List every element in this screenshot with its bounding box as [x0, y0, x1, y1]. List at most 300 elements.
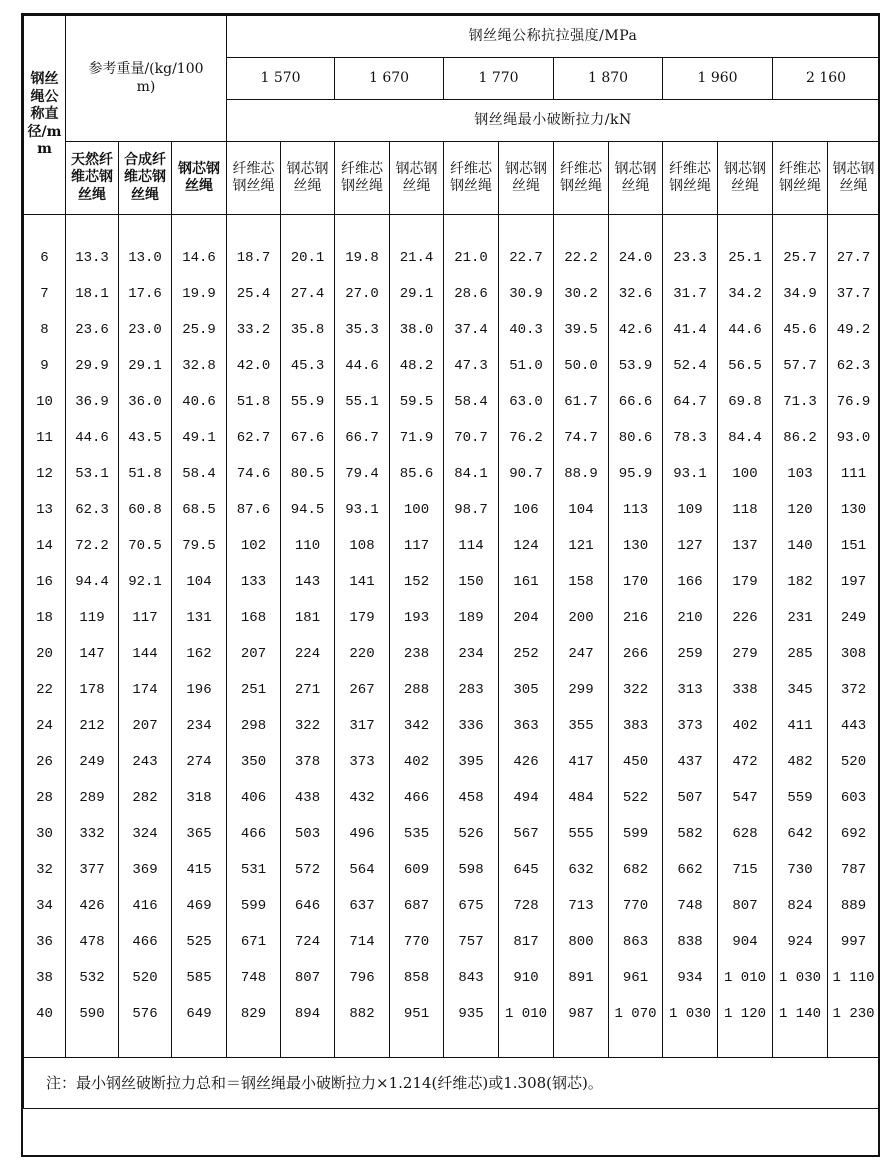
value-cell: 35.8: [281, 313, 335, 349]
value-cell: 22.2: [554, 241, 609, 277]
value-cell: 416: [119, 889, 172, 925]
value-cell: 193: [390, 601, 444, 637]
value-cell: 426: [499, 745, 554, 781]
spacer-cell: [773, 1033, 828, 1058]
table-row: [24, 673, 880, 709]
value-cell: 62.7: [227, 421, 281, 457]
value-cell: 283: [444, 673, 499, 709]
value-cell: 249: [828, 601, 880, 637]
value-cell: 567: [499, 817, 554, 853]
value-cell: 52.4: [663, 349, 718, 385]
value-cell: 458: [444, 781, 499, 817]
table-row: [24, 313, 880, 349]
value-cell: 662: [663, 853, 718, 889]
value-cell: 94.4: [66, 565, 119, 601]
value-cell: 961: [609, 961, 663, 997]
spacer-cell: [119, 1033, 172, 1058]
spacer-cell: [499, 1033, 554, 1058]
value-cell: 632: [554, 853, 609, 889]
value-cell: 305: [499, 673, 554, 709]
value-cell: 308: [828, 637, 880, 673]
diameter-cell: 30: [24, 817, 66, 853]
spacer-cell: [609, 1033, 663, 1058]
value-cell: 103: [773, 457, 828, 493]
value-cell: 72.2: [66, 529, 119, 565]
spacer-cell: [24, 215, 66, 242]
value-cell: 951: [390, 997, 444, 1033]
value-cell: 1 010: [718, 961, 773, 997]
table-row: [24, 565, 880, 601]
value-cell: 36.0: [119, 385, 172, 421]
value-cell: 383: [609, 709, 663, 745]
value-cell: 345: [773, 673, 828, 709]
value-cell: 646: [281, 889, 335, 925]
value-cell: 207: [227, 637, 281, 673]
value-cell: 829: [227, 997, 281, 1033]
header-strength-1: 1 670: [335, 58, 444, 100]
value-cell: 37.4: [444, 313, 499, 349]
value-cell: 234: [172, 709, 227, 745]
value-cell: 904: [718, 925, 773, 961]
value-cell: 181: [281, 601, 335, 637]
value-cell: 19.8: [335, 241, 390, 277]
spacer-cell: [281, 215, 335, 242]
value-cell: 469: [172, 889, 227, 925]
diameter-cell: 38: [24, 961, 66, 997]
value-cell: 891: [554, 961, 609, 997]
table-row: [24, 349, 880, 385]
value-cell: 525: [172, 925, 227, 961]
value-cell: 924: [773, 925, 828, 961]
value-cell: 317: [335, 709, 390, 745]
value-cell: 369: [119, 853, 172, 889]
value-cell: 20.1: [281, 241, 335, 277]
value-cell: 69.8: [718, 385, 773, 421]
value-cell: 466: [390, 781, 444, 817]
value-cell: 30.2: [554, 277, 609, 313]
value-cell: 200: [554, 601, 609, 637]
value-cell: 210: [663, 601, 718, 637]
value-cell: 378: [281, 745, 335, 781]
header-strength-2: 1 770: [444, 58, 554, 100]
value-cell: 27.7: [828, 241, 880, 277]
spacer-cell: [554, 215, 609, 242]
value-cell: 807: [718, 889, 773, 925]
value-cell: 249: [66, 745, 119, 781]
header-breaking-sub-2-0: 纤维芯钢丝绳: [444, 142, 499, 215]
diameter-cell: 34: [24, 889, 66, 925]
value-cell: 843: [444, 961, 499, 997]
value-cell: 92.1: [119, 565, 172, 601]
diameter-cell: 8: [24, 313, 66, 349]
value-cell: 934: [663, 961, 718, 997]
value-cell: 36.9: [66, 385, 119, 421]
value-cell: 34.2: [718, 277, 773, 313]
value-cell: 197: [828, 565, 880, 601]
value-cell: 482: [773, 745, 828, 781]
value-cell: 25.4: [227, 277, 281, 313]
value-cell: 1 110: [828, 961, 880, 997]
value-cell: 1 070: [609, 997, 663, 1033]
value-cell: 120: [773, 493, 828, 529]
value-cell: 443: [828, 709, 880, 745]
value-cell: 572: [281, 853, 335, 889]
value-cell: 93.0: [828, 421, 880, 457]
value-cell: 44.6: [718, 313, 773, 349]
value-cell: 402: [390, 745, 444, 781]
diameter-cell: 36: [24, 925, 66, 961]
value-cell: 322: [609, 673, 663, 709]
value-cell: 151: [828, 529, 880, 565]
value-cell: 599: [609, 817, 663, 853]
value-cell: 42.6: [609, 313, 663, 349]
value-cell: 18.1: [66, 277, 119, 313]
value-cell: 728: [499, 889, 554, 925]
header-breaking-sub-3-1: 钢芯钢丝绳: [609, 142, 663, 215]
value-cell: 150: [444, 565, 499, 601]
value-cell: 417: [554, 745, 609, 781]
value-cell: 770: [609, 889, 663, 925]
header-breaking-sub-0-1: 钢芯钢丝绳: [281, 142, 335, 215]
value-cell: 609: [390, 853, 444, 889]
spacer-cell: [390, 1033, 444, 1058]
value-cell: 66.6: [609, 385, 663, 421]
value-cell: 37.7: [828, 277, 880, 313]
value-cell: 787: [828, 853, 880, 889]
value-cell: 637: [335, 889, 390, 925]
value-cell: 59.5: [390, 385, 444, 421]
value-cell: 113: [609, 493, 663, 529]
value-cell: 44.6: [335, 349, 390, 385]
value-cell: 724: [281, 925, 335, 961]
value-cell: 350: [227, 745, 281, 781]
diameter-cell: 9: [24, 349, 66, 385]
value-cell: 147: [66, 637, 119, 673]
value-cell: 642: [773, 817, 828, 853]
value-cell: 25.7: [773, 241, 828, 277]
value-cell: 322: [281, 709, 335, 745]
value-cell: 71.3: [773, 385, 828, 421]
value-cell: 324: [119, 817, 172, 853]
value-cell: 432: [335, 781, 390, 817]
value-cell: 23.6: [66, 313, 119, 349]
value-cell: 29.1: [119, 349, 172, 385]
header-breaking-group: 钢丝绳最小破断拉力/kN: [227, 100, 880, 142]
diameter-cell: 22: [24, 673, 66, 709]
value-cell: 60.8: [119, 493, 172, 529]
value-cell: 288: [390, 673, 444, 709]
value-cell: 535: [390, 817, 444, 853]
table-row: [24, 385, 880, 421]
value-cell: 49.1: [172, 421, 227, 457]
value-cell: 363: [499, 709, 554, 745]
header-weight-group: 参考重量/(kg/100 m): [66, 16, 227, 142]
value-cell: 137: [718, 529, 773, 565]
value-cell: 863: [609, 925, 663, 961]
spacer-cell: [66, 1033, 119, 1058]
value-cell: 1 120: [718, 997, 773, 1033]
value-cell: 22.7: [499, 241, 554, 277]
value-cell: 53.9: [609, 349, 663, 385]
header-breaking-sub-0-0: 纤维芯钢丝绳: [227, 142, 281, 215]
value-cell: 807: [281, 961, 335, 997]
value-cell: 402: [718, 709, 773, 745]
spacer-cell: [554, 1033, 609, 1058]
value-cell: 532: [66, 961, 119, 997]
value-cell: 466: [119, 925, 172, 961]
value-cell: 259: [663, 637, 718, 673]
value-cell: 45.6: [773, 313, 828, 349]
value-cell: 48.2: [390, 349, 444, 385]
value-cell: 39.5: [554, 313, 609, 349]
diameter-cell: 24: [24, 709, 66, 745]
value-cell: 19.9: [172, 277, 227, 313]
header-breaking-sub-1-0: 纤维芯钢丝绳: [335, 142, 390, 215]
value-cell: 285: [773, 637, 828, 673]
spacer-cell: [718, 215, 773, 242]
value-cell: 80.6: [609, 421, 663, 457]
value-cell: 313: [663, 673, 718, 709]
value-cell: 675: [444, 889, 499, 925]
value-cell: 86.2: [773, 421, 828, 457]
value-cell: 41.4: [663, 313, 718, 349]
value-cell: 318: [172, 781, 227, 817]
value-cell: 131: [172, 601, 227, 637]
value-cell: 58.4: [444, 385, 499, 421]
value-cell: 111: [828, 457, 880, 493]
value-cell: 748: [227, 961, 281, 997]
value-cell: 21.4: [390, 241, 444, 277]
value-cell: 365: [172, 817, 227, 853]
value-cell: 576: [119, 997, 172, 1033]
value-cell: 800: [554, 925, 609, 961]
value-cell: 84.1: [444, 457, 499, 493]
value-cell: 179: [718, 565, 773, 601]
header-breaking-sub-4-0: 纤维芯钢丝绳: [663, 142, 718, 215]
value-cell: 109: [663, 493, 718, 529]
value-cell: 372: [828, 673, 880, 709]
value-cell: 207: [119, 709, 172, 745]
value-cell: 117: [390, 529, 444, 565]
table-row: [24, 781, 880, 817]
value-cell: 66.7: [335, 421, 390, 457]
header-weight-sub-0: 天然纤维芯钢丝绳: [66, 142, 119, 215]
value-cell: 251: [227, 673, 281, 709]
value-cell: 127: [663, 529, 718, 565]
spacer-cell: [663, 1033, 718, 1058]
value-cell: 882: [335, 997, 390, 1033]
value-cell: 649: [172, 997, 227, 1033]
value-cell: 67.6: [281, 421, 335, 457]
value-cell: 520: [828, 745, 880, 781]
header-strength-group: 钢丝绳公称抗拉强度/MPa: [227, 16, 880, 58]
value-cell: 85.6: [390, 457, 444, 493]
value-cell: 796: [335, 961, 390, 997]
header-strength-3: 1 870: [554, 58, 663, 100]
value-cell: 17.6: [119, 277, 172, 313]
header-breaking-sub-5-0: 纤维芯钢丝绳: [773, 142, 828, 215]
value-cell: 144: [119, 637, 172, 673]
diameter-cell: 11: [24, 421, 66, 457]
value-cell: 395: [444, 745, 499, 781]
value-cell: 13.3: [66, 241, 119, 277]
table-row: [24, 277, 880, 313]
value-cell: 62.3: [66, 493, 119, 529]
diameter-cell: 20: [24, 637, 66, 673]
value-cell: 102: [227, 529, 281, 565]
value-cell: 79.5: [172, 529, 227, 565]
header-strength-4: 1 960: [663, 58, 773, 100]
value-cell: 42.0: [227, 349, 281, 385]
value-cell: 13.0: [119, 241, 172, 277]
value-cell: 494: [499, 781, 554, 817]
spacer-cell: [828, 215, 880, 242]
diameter-cell: 16: [24, 565, 66, 601]
diameter-cell: 6: [24, 241, 66, 277]
value-cell: 373: [663, 709, 718, 745]
value-cell: 78.3: [663, 421, 718, 457]
value-cell: 33.2: [227, 313, 281, 349]
value-cell: 671: [227, 925, 281, 961]
value-cell: 997: [828, 925, 880, 961]
value-cell: 118: [718, 493, 773, 529]
value-cell: 1 010: [499, 997, 554, 1033]
value-cell: 70.7: [444, 421, 499, 457]
value-cell: 526: [444, 817, 499, 853]
value-cell: 38.0: [390, 313, 444, 349]
value-cell: 130: [609, 529, 663, 565]
value-cell: 466: [227, 817, 281, 853]
value-cell: 133: [227, 565, 281, 601]
value-cell: 889: [828, 889, 880, 925]
value-cell: 987: [554, 997, 609, 1033]
value-cell: 547: [718, 781, 773, 817]
value-cell: 748: [663, 889, 718, 925]
value-cell: 98.7: [444, 493, 499, 529]
value-cell: 894: [281, 997, 335, 1033]
value-cell: 196: [172, 673, 227, 709]
value-cell: 158: [554, 565, 609, 601]
table-body: [24, 215, 880, 1058]
value-cell: 282: [119, 781, 172, 817]
value-cell: 50.0: [554, 349, 609, 385]
value-cell: 74.7: [554, 421, 609, 457]
value-cell: 226: [718, 601, 773, 637]
spacer-cell: [663, 215, 718, 242]
value-cell: 520: [119, 961, 172, 997]
value-cell: 1 140: [773, 997, 828, 1033]
value-cell: 484: [554, 781, 609, 817]
value-cell: 114: [444, 529, 499, 565]
value-cell: 599: [227, 889, 281, 925]
value-cell: 355: [554, 709, 609, 745]
header-breaking-sub-3-0: 纤维芯钢丝绳: [554, 142, 609, 215]
value-cell: 503: [281, 817, 335, 853]
value-cell: 28.6: [444, 277, 499, 313]
spacer-cell: [828, 1033, 880, 1058]
value-cell: 266: [609, 637, 663, 673]
value-cell: 93.1: [663, 457, 718, 493]
value-cell: 124: [499, 529, 554, 565]
value-cell: 87.6: [227, 493, 281, 529]
value-cell: 80.5: [281, 457, 335, 493]
value-cell: 478: [66, 925, 119, 961]
diameter-cell: 13: [24, 493, 66, 529]
value-cell: 34.9: [773, 277, 828, 313]
value-cell: 141: [335, 565, 390, 601]
value-cell: 51.8: [227, 385, 281, 421]
table-row: [24, 241, 880, 277]
value-cell: 817: [499, 925, 554, 961]
value-cell: 1 230: [828, 997, 880, 1033]
spacer-cell: [227, 215, 281, 242]
value-cell: 14.6: [172, 241, 227, 277]
diameter-cell: 26: [24, 745, 66, 781]
value-cell: 23.3: [663, 241, 718, 277]
value-cell: 68.5: [172, 493, 227, 529]
value-cell: 71.9: [390, 421, 444, 457]
table-row: [24, 709, 880, 745]
value-cell: 93.1: [335, 493, 390, 529]
table-row: [24, 853, 880, 889]
value-cell: 216: [609, 601, 663, 637]
table-row: [24, 637, 880, 673]
value-cell: 238: [390, 637, 444, 673]
value-cell: 450: [609, 745, 663, 781]
value-cell: 58.4: [172, 457, 227, 493]
value-cell: 564: [335, 853, 390, 889]
spacer-cell: [24, 1033, 66, 1058]
diameter-cell: 10: [24, 385, 66, 421]
value-cell: 47.3: [444, 349, 499, 385]
value-cell: 70.5: [119, 529, 172, 565]
value-cell: 32.8: [172, 349, 227, 385]
value-cell: 220: [335, 637, 390, 673]
value-cell: 299: [554, 673, 609, 709]
value-cell: 35.3: [335, 313, 390, 349]
value-cell: 189: [444, 601, 499, 637]
value-cell: 935: [444, 997, 499, 1033]
table-row: [24, 457, 880, 493]
value-cell: 426: [66, 889, 119, 925]
diameter-cell: 12: [24, 457, 66, 493]
value-cell: 590: [66, 997, 119, 1033]
value-cell: 106: [499, 493, 554, 529]
value-cell: 23.0: [119, 313, 172, 349]
value-cell: 645: [499, 853, 554, 889]
value-cell: 682: [609, 853, 663, 889]
value-cell: 472: [718, 745, 773, 781]
spacer-cell: [335, 215, 390, 242]
value-cell: 43.5: [119, 421, 172, 457]
value-cell: 21.0: [444, 241, 499, 277]
value-cell: 51.0: [499, 349, 554, 385]
value-cell: 104: [172, 565, 227, 601]
value-cell: 252: [499, 637, 554, 673]
value-cell: 31.7: [663, 277, 718, 313]
header-strength-0: 1 570: [227, 58, 335, 100]
table-row: [24, 961, 880, 997]
value-cell: 152: [390, 565, 444, 601]
value-cell: 130: [828, 493, 880, 529]
spacer-cell: [172, 215, 227, 242]
value-cell: 30.9: [499, 277, 554, 313]
header-breaking-sub-4-1: 钢芯钢丝绳: [718, 142, 773, 215]
value-cell: 74.6: [227, 457, 281, 493]
value-cell: 79.4: [335, 457, 390, 493]
table-bottom-spacer-row: [24, 1033, 880, 1058]
header-weight-sub-2: 钢芯钢丝绳: [172, 142, 227, 215]
